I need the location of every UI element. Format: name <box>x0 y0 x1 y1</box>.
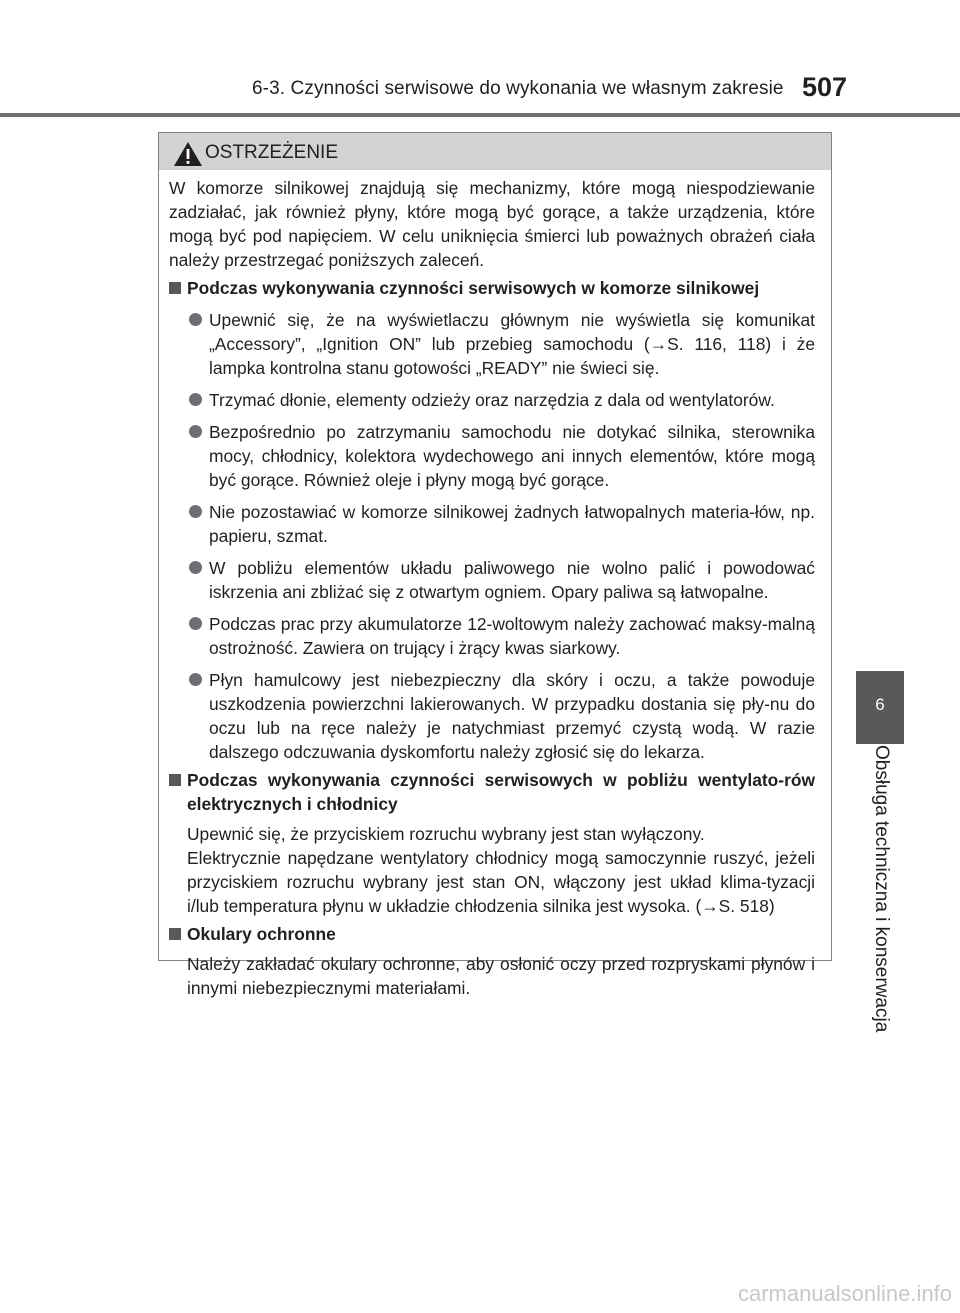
chapter-tab[interactable] <box>856 671 904 744</box>
round-bullet-icon <box>189 617 202 630</box>
page-number: 507 <box>802 72 848 102</box>
section-heading: Okulary ochronne <box>169 922 815 946</box>
list-item: Podczas prac przy akumulatorze 12-woltowym należy zachować maksy-malną ostrożność. Zawiera on trujący i żrący kwas siarkowy. <box>169 612 815 660</box>
chapter-tab-number: 6 <box>875 695 885 714</box>
warning-header <box>159 133 831 170</box>
list-item: W pobliżu elementów układu paliwowego nie wolno palić i powodować iskrzenia ani zbliżać się z otwartym ogniem. Opary paliwa są łatwopalne. <box>169 556 815 604</box>
section-heading: Podczas wykonywania czynności serwisowych w komorze silnikowej <box>169 276 815 300</box>
section-heading: Podczas wykonywania czynności serwisowych w pobliżu wentylato-rów elektrycznych i chłodnicy <box>169 768 815 816</box>
chapter-tab-label: Obsługa techniczna i konserwacja <box>871 745 892 1033</box>
warning-intro: W komorze silnikowej znajdują się mechanizmy, które mogą niespodziewanie zadziałać, jak również płyny, które mogą być gorące, a także urządzenia, które mogą być pod napięciem. W celu uniknięcia śmierci lub poważnych obrażeń ciała należy przestrzegać poniższych zaleceń. <box>169 178 815 270</box>
paragraph: Upewnić się, że przyciskiem rozruchu wybrany jest stan wyłączony. <box>187 824 705 844</box>
square-bullet-icon <box>169 282 181 294</box>
square-bullet-icon <box>169 774 181 786</box>
header-divider <box>0 113 960 117</box>
warning-box <box>158 132 832 998</box>
warning-title: OSTRZEŻENIE <box>205 142 339 163</box>
paragraph: Należy zakładać okulary ochronne, aby osłonić oczy przed rozpryskami płynów i innymi niebezpiecznymi materiałami. <box>187 954 815 998</box>
round-bullet-icon <box>189 673 202 686</box>
round-bullet-icon <box>189 313 202 326</box>
list-item: Nie pozostawiać w komorze silnikowej żadnych łatwopalnych materia-łów, np. papieru, szmat. <box>169 500 815 548</box>
round-bullet-icon <box>189 393 202 406</box>
list-item: Upewnić się, że na wyświetlaczu głównym nie wyświetla się komunikat „Accessory”, „Ignition ON” lub przebieg samochodu (→S. 116, 118) i że lampka kontrolna stanu gotowości „READY” nie świeci się. <box>169 308 815 380</box>
list-item: Trzymać dłonie, elementy odzieży oraz narzędzia z dala od wentylatorów. <box>169 388 815 412</box>
round-bullet-icon <box>189 505 202 518</box>
watermark: carmanualsonline.info <box>737 1281 952 1306</box>
list-item: Bezpośrednio po zatrzymaniu samochodu nie dotykać silnika, sterownika mocy, chłodnicy, kolektora wydechowego ani innych elementów, które mogą być gorące. Również oleje i płyny mogą być gorące. <box>169 420 815 492</box>
chapter-title: 6-3. Czynności serwisowe do wykonania we własnym zakresie <box>252 78 784 99</box>
round-bullet-icon <box>189 561 202 574</box>
warning-body <box>159 170 831 1000</box>
warning-triangle-icon <box>173 141 203 167</box>
list-item: Płyn hamulcowy jest niebezpieczny dla skóry i oczu, a także powoduje uszkodzenia powierzchni lakierowanych. W przypadku dostania się pły-nu do oczu lub na ręce należy je natychmiast przemyć czystą wodą. W razie dalszego odczuwania dyskomfortu należy zgłosić się do lekarza. <box>169 668 815 764</box>
paragraph: Elektrycznie napędzane wentylatory chłodnicy mogą samoczynnie ruszyć, jeżeli przyciskiem rozruchu wybrany jest stan ON, włączony jest układ klima-tyzacji i/lub temperatura płynu w układzie chłodzenia silnika jest wysoka. (→S. 518) <box>187 848 815 916</box>
round-bullet-icon <box>189 425 202 438</box>
square-bullet-icon <box>169 928 181 940</box>
